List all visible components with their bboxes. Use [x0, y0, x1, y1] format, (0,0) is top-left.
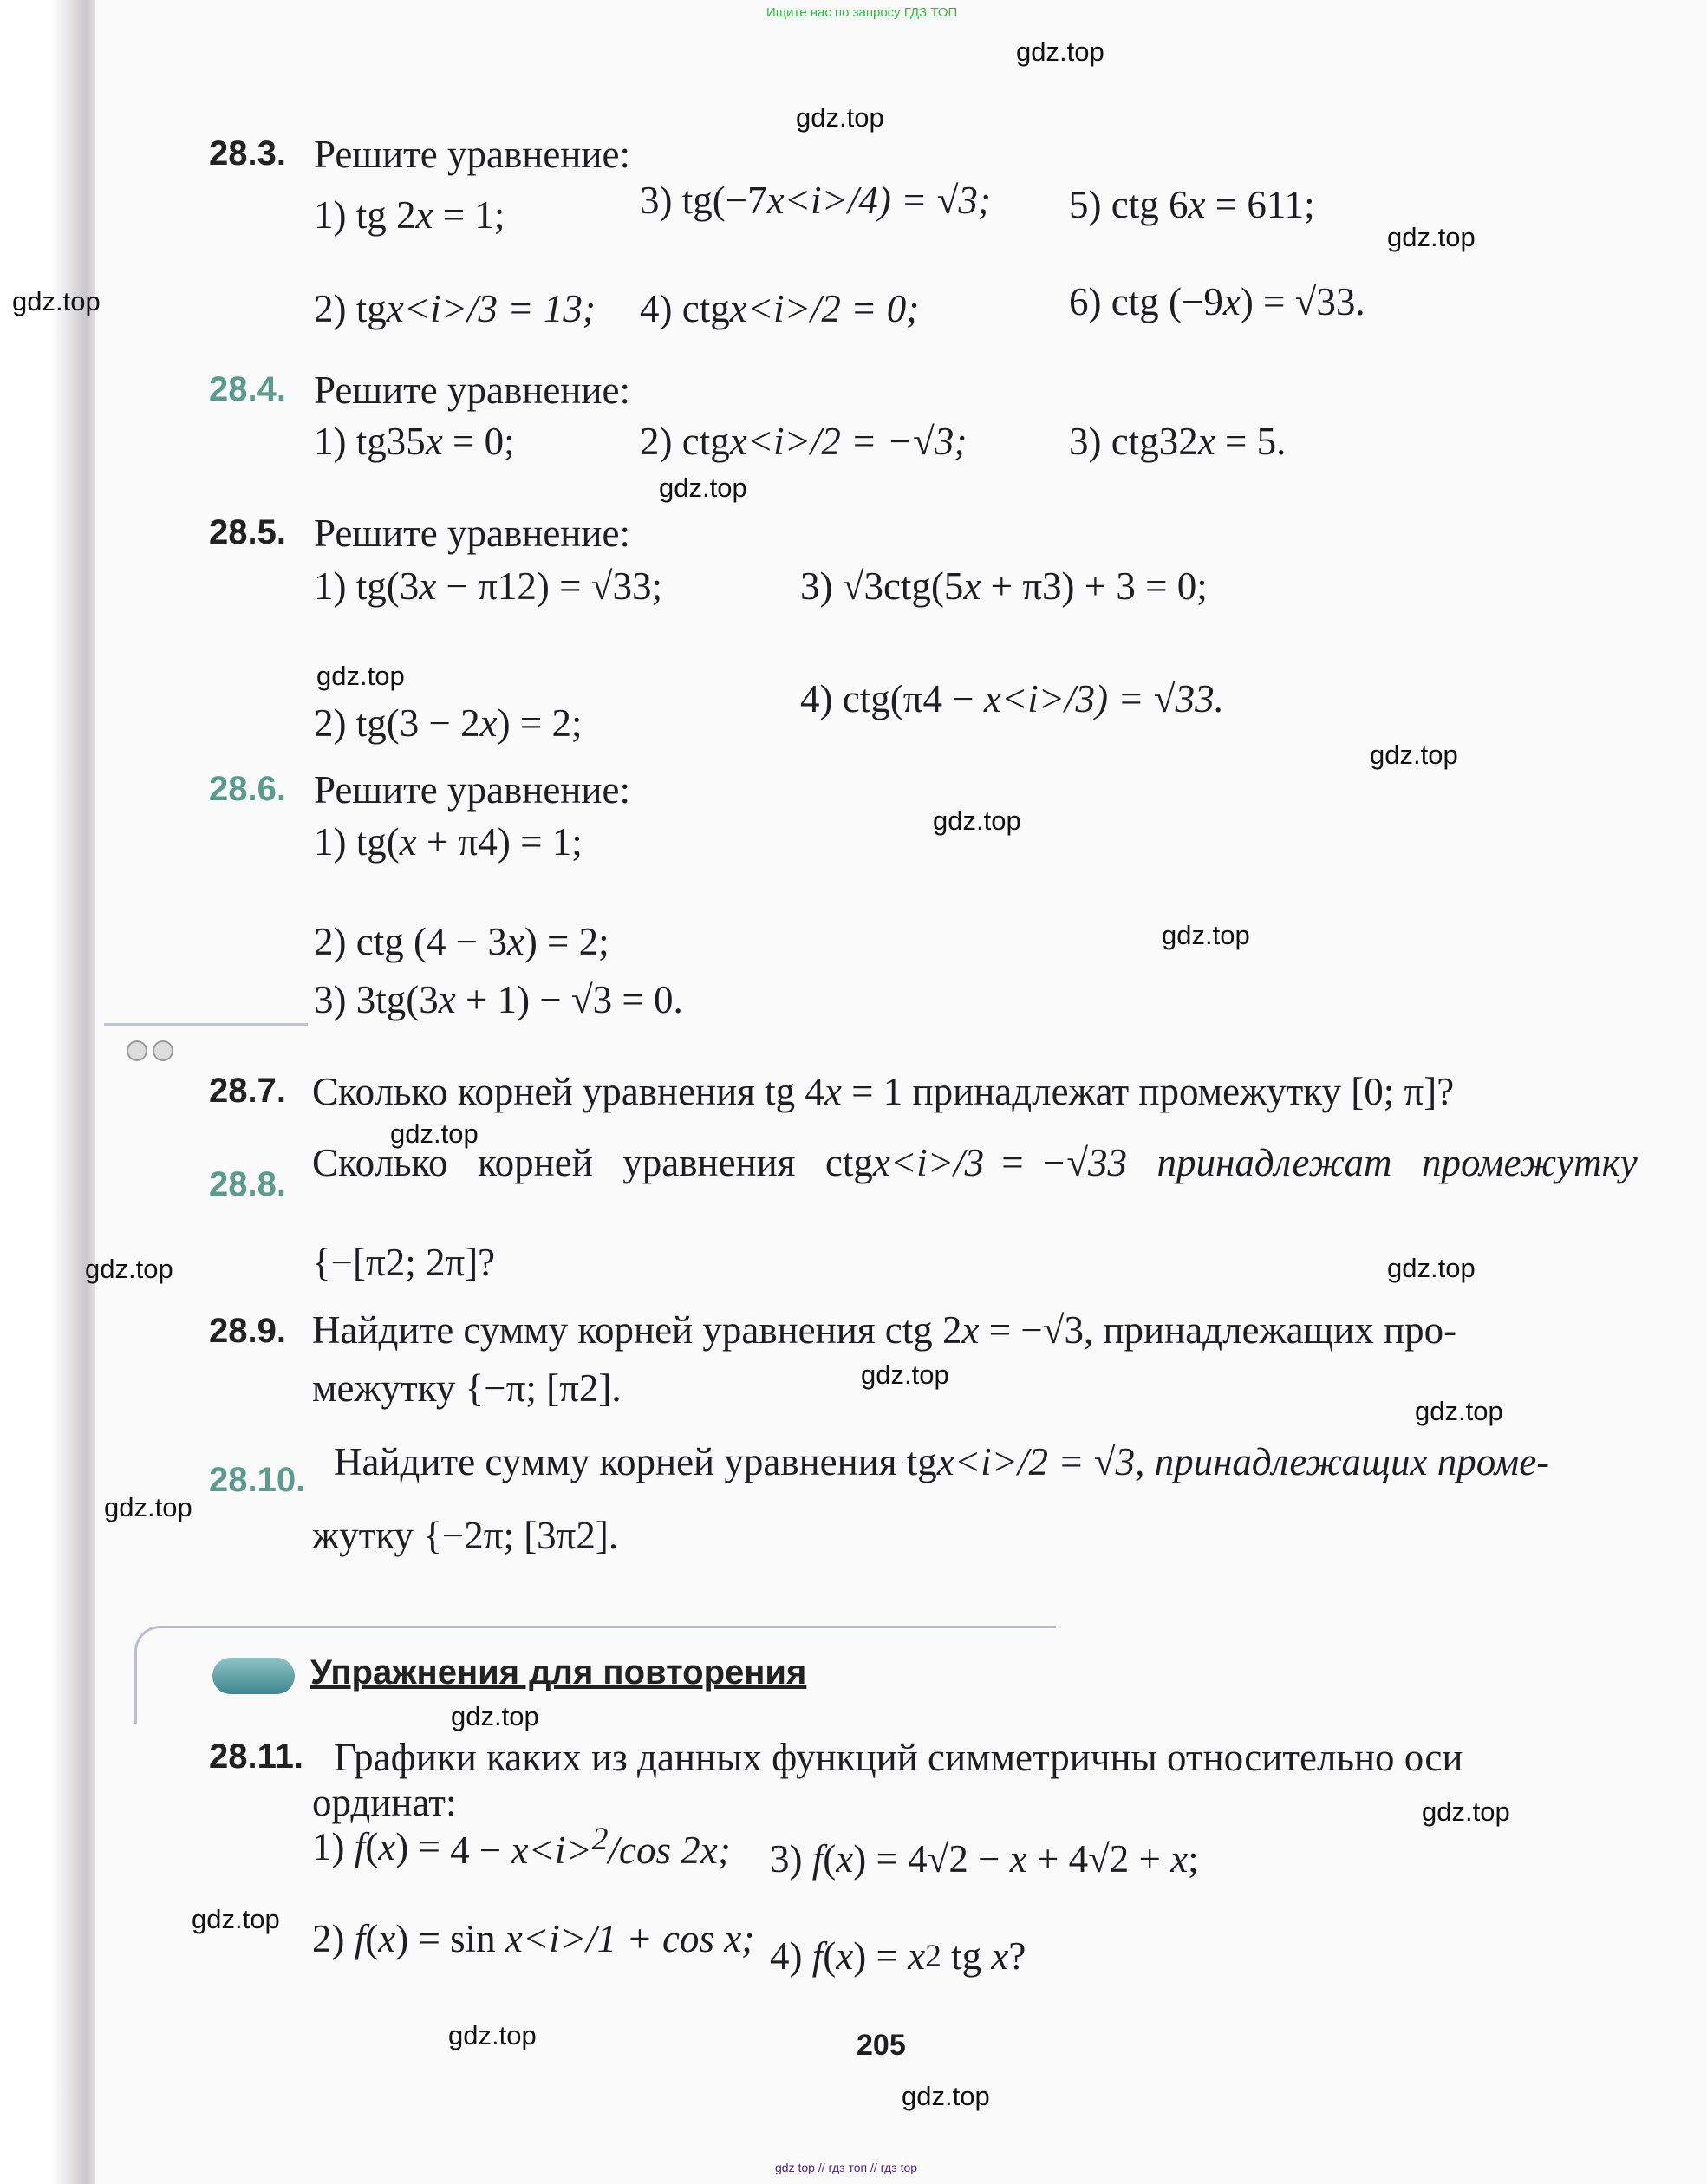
- watermark: gdz.top: [390, 1118, 479, 1149]
- problem-number: 28.4.: [209, 370, 286, 408]
- watermark: gdz.top: [85, 1254, 173, 1284]
- problem-number: 28.10.: [209, 1461, 306, 1499]
- watermark: gdz.top: [933, 805, 1021, 836]
- watermark: gdz.top: [12, 286, 101, 316]
- watermark: gdz.top: [448, 2020, 537, 2050]
- bottom-note: gdz top // гдз топ // гдз top: [775, 2161, 918, 2174]
- equation: 4) ctg x<i>/2 = 0;: [640, 287, 920, 330]
- equation: 1) tg (x + π4) = 1;: [314, 820, 583, 864]
- watermark: gdz.top: [1016, 36, 1104, 67]
- problem-number: 28.11.: [209, 1737, 304, 1776]
- equation: 1) tg (3x − π12) = √33;: [314, 564, 662, 608]
- watermark: gdz.top: [192, 1904, 280, 1934]
- problem-text: Решите уравнение:: [314, 512, 630, 555]
- equation: 3) f ( x ) = 4√2 − x + 4√2 + x;: [770, 1837, 1199, 1881]
- watermark: gdz.top: [902, 2081, 990, 2111]
- watermark: gdz.top: [1387, 222, 1476, 252]
- problem-text: ординат:: [312, 1781, 457, 1824]
- problem-text: { −[π2; 2π]?: [312, 1241, 496, 1284]
- problem-number: 28.7.: [209, 1072, 286, 1110]
- problem-text: межутку { −π; [π2].: [312, 1366, 622, 1410]
- problem-text: жутку { −2π; [3π2].: [312, 1514, 619, 1557]
- watermark: gdz.top: [796, 102, 884, 133]
- equation: 2) tg x<i>/3 = 13;: [314, 287, 596, 330]
- watermark: gdz.top: [104, 1492, 192, 1522]
- problem-number: 28.9.: [209, 1312, 286, 1350]
- equation: 4) ctg (π4 − x<i>/3) = √33.: [800, 677, 1224, 720]
- problem-number: 28.5.: [209, 513, 286, 551]
- watermark: gdz.top: [1387, 1253, 1476, 1283]
- watermark: gdz.top: [316, 661, 405, 691]
- equation: 2) ctg (4 − 3 x ) = 2;: [314, 920, 609, 963]
- equation: 2) tg(3 − 2 x ) = 2;: [314, 701, 583, 745]
- equation: 2) ctg x<i>/2 = −√3;: [640, 420, 968, 463]
- watermark: gdz.top: [861, 1359, 949, 1390]
- page-number: 205: [857, 2029, 906, 2062]
- decorative-dot: [153, 1040, 173, 1061]
- watermark: gdz.top: [1162, 920, 1250, 950]
- problem-text: Сколько корней уравнения ctg x<i>/3 = −√33 принадлежат промежутку: [312, 1141, 1638, 1184]
- equation: 3) √3ctg(5x + π3) + 3 = 0;: [800, 564, 1208, 608]
- problem-text: Решите уравнение:: [314, 368, 630, 412]
- equation: 1) tg 2 x = 1;: [314, 193, 505, 237]
- equation: 6) ctg (−9 x ) = √33.: [1069, 280, 1365, 323]
- watermark: gdz.top: [1422, 1796, 1510, 1827]
- problem-number: 28.6.: [209, 770, 286, 808]
- watermark: gdz.top: [1370, 740, 1458, 770]
- equation: 3) ctg 32x = 5.: [1069, 420, 1287, 463]
- equation: 4) f ( x ) = x 2 tg x ?: [770, 1934, 1026, 1978]
- section-title: Упражнения для повторения: [310, 1653, 807, 1692]
- problem-text: Сколько корней уравнения tg 4 x = 1 принадлежат промежутку [0; π]?: [312, 1070, 1455, 1113]
- problem-text: Решите уравнение:: [314, 768, 630, 812]
- equation: 1) tg 35x = 0;: [314, 420, 515, 463]
- equation: 2) f ( x ) = sin x<i>/1 + cos x;: [312, 1917, 755, 1960]
- watermark: gdz.top: [659, 473, 747, 503]
- equation: 1) f ( x ) = 4 − x<i>$^2$/cos 2x;: [312, 1822, 731, 1872]
- decorative-dot: [127, 1040, 147, 1061]
- section-badge-icon: [212, 1658, 295, 1694]
- problem-text: Графики каких из данных функций симметричны относительно оси: [334, 1736, 1463, 1779]
- equation: 5) ctg 6 x = 611;: [1069, 183, 1315, 226]
- problem-text: Найдите сумму корней уравнения tg x<i>/2 = √3, принадлежащих проме-: [334, 1440, 1550, 1483]
- equation: 3) tg (−7x<i>/4) = √3;: [640, 179, 991, 222]
- watermark: gdz.top: [451, 1701, 539, 1731]
- problem-number: 28.3.: [209, 134, 286, 173]
- problem-text: Решите уравнение:: [314, 133, 630, 176]
- page-binding-shadow: [0, 0, 95, 2184]
- problem-number: 28.8.: [209, 1165, 286, 1203]
- top-note: Ищите нас по запросу ГДЗ ТОП: [766, 5, 958, 20]
- watermark: gdz.top: [1415, 1396, 1503, 1426]
- equation: 3) 3tg(3 x + 1) − √3 = 0.: [314, 978, 683, 1021]
- problem-text: Найдите сумму корней уравнения ctg 2 x = − √3, принадлежащих про-: [312, 1308, 1457, 1352]
